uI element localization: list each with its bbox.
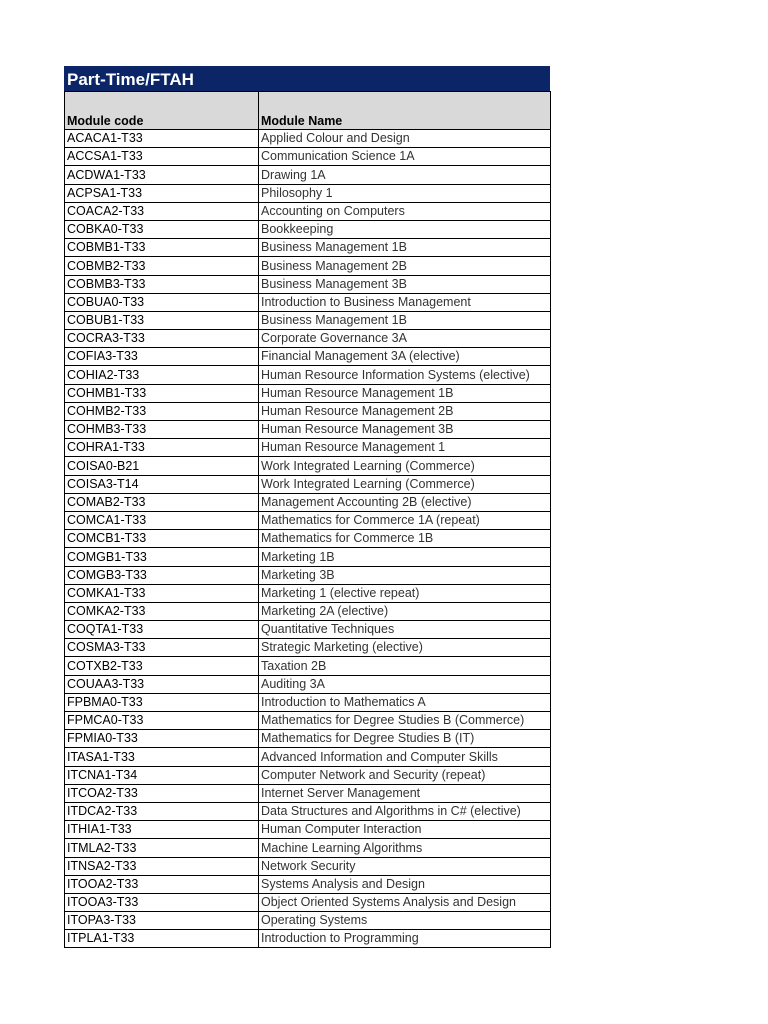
table-row (65, 857, 551, 875)
module-code-cell[interactable]: COHMB1-T33 (65, 384, 259, 402)
table-row (65, 639, 551, 657)
module-code-cell[interactable]: COBMB3-T33 (65, 275, 259, 293)
table-row (65, 675, 551, 693)
module-code-cell[interactable]: COMAB2-T33 (65, 493, 259, 511)
module-code-cell[interactable]: COHMB3-T33 (65, 421, 259, 439)
module-code-cell[interactable]: ITOOA3-T33 (65, 893, 259, 911)
module-code-cell[interactable]: ACDWA1-T33 (65, 166, 259, 184)
module-name-cell[interactable]: Mathematics for Commerce 1B (259, 530, 551, 548)
module-code-cell[interactable]: COACA2-T33 (65, 202, 259, 220)
module-name-cell[interactable]: Network Security (259, 857, 551, 875)
table-row (65, 875, 551, 893)
module-name-cell[interactable]: Internet Server Management (259, 784, 551, 802)
module-name-cell[interactable]: Drawing 1A (259, 166, 551, 184)
module-name-cell[interactable]: Marketing 1 (elective repeat) (259, 584, 551, 602)
table-row (65, 257, 551, 275)
table-row (65, 712, 551, 730)
module-code-cell[interactable]: ITDCA2-T33 (65, 802, 259, 820)
module-name-cell[interactable]: Bookkeeping (259, 220, 551, 238)
module-name-cell[interactable]: Mathematics for Commerce 1A (repeat) (259, 511, 551, 529)
table-body (65, 130, 551, 948)
module-name-cell[interactable]: Quantitative Techniques (259, 621, 551, 639)
module-name-cell[interactable]: Human Resource Management 1B (259, 384, 551, 402)
header-row (65, 92, 551, 130)
module-code-cell[interactable]: COBUA0-T33 (65, 293, 259, 311)
module-name-cell[interactable]: Marketing 3B (259, 566, 551, 584)
module-name-cell[interactable]: Machine Learning Algorithms (259, 839, 551, 857)
module-code-cell[interactable]: COCRA3-T33 (65, 330, 259, 348)
module-name-cell[interactable]: Auditing 3A (259, 675, 551, 693)
module-code-cell[interactable]: COQTA1-T33 (65, 621, 259, 639)
table-row (65, 421, 551, 439)
module-name-cell[interactable]: Marketing 2A (elective) (259, 602, 551, 620)
module-name-cell[interactable]: Applied Colour and Design (259, 130, 551, 148)
module-name-cell[interactable]: Data Structures and Algorithms in C# (elective) (259, 802, 551, 820)
module-code-cell[interactable]: FPMIA0-T33 (65, 730, 259, 748)
spreadsheet (64, 66, 550, 948)
module-code-cell[interactable]: COSMA3-T33 (65, 639, 259, 657)
module-code-cell[interactable]: COTXB2-T33 (65, 657, 259, 675)
module-name-cell[interactable]: Financial Management 3A (elective) (259, 348, 551, 366)
table-row (65, 821, 551, 839)
module-code-cell[interactable]: FPBMA0-T33 (65, 693, 259, 711)
module-name-cell[interactable]: Object Oriented Systems Analysis and Design (259, 893, 551, 911)
module-code-cell[interactable]: ITOPA3-T33 (65, 912, 259, 930)
table-row (65, 730, 551, 748)
table-row (65, 621, 551, 639)
table-row (65, 202, 551, 220)
table-row (65, 475, 551, 493)
module-name-cell[interactable]: Introduction to Mathematics A (259, 693, 551, 711)
table-row (65, 166, 551, 184)
table-row (65, 584, 551, 602)
module-code-cell[interactable]: COISA3-T14 (65, 475, 259, 493)
module-code-cell[interactable]: ACACA1-T33 (65, 130, 259, 148)
module-name-cell[interactable]: Human Computer Interaction (259, 821, 551, 839)
module-code-cell[interactable]: ITNSA2-T33 (65, 857, 259, 875)
module-name-cell[interactable]: Human Resource Management 2B (259, 402, 551, 420)
module-name-cell[interactable]: Advanced Information and Computer Skills (259, 748, 551, 766)
module-code-cell[interactable]: COHIA2-T33 (65, 366, 259, 384)
module-code-cell[interactable]: COFIA3-T33 (65, 348, 259, 366)
module-code-cell[interactable]: COMGB3-T33 (65, 566, 259, 584)
module-code-cell[interactable]: COMCB1-T33 (65, 530, 259, 548)
module-name-cell[interactable]: Communication Science 1A (259, 148, 551, 166)
module-code-cell[interactable]: ITHIA1-T33 (65, 821, 259, 839)
module-name-cell[interactable]: Human Resource Management 3B (259, 421, 551, 439)
table-row (65, 130, 551, 148)
table-row (65, 766, 551, 784)
module-name-cell[interactable]: Taxation 2B (259, 657, 551, 675)
module-name-cell[interactable]: Business Management 1B (259, 239, 551, 257)
module-name-cell[interactable]: Computer Network and Security (repeat) (259, 766, 551, 784)
table-row (65, 439, 551, 457)
table-row (65, 566, 551, 584)
module-name-cell[interactable]: Business Management 1B (259, 311, 551, 329)
module-name-cell[interactable]: Introduction to Business Management (259, 293, 551, 311)
table-row (65, 912, 551, 930)
table-row (65, 275, 551, 293)
table-row (65, 402, 551, 420)
module-code-cell[interactable]: COHRA1-T33 (65, 439, 259, 457)
table-row (65, 348, 551, 366)
module-name-cell[interactable]: Management Accounting 2B (elective) (259, 493, 551, 511)
module-code-cell[interactable]: ITCOA2-T33 (65, 784, 259, 802)
module-code-cell[interactable]: COBUB1-T33 (65, 311, 259, 329)
module-name-cell[interactable]: Corporate Governance 3A (259, 330, 551, 348)
table-row (65, 511, 551, 529)
module-name-cell[interactable]: Strategic Marketing (elective) (259, 639, 551, 657)
module-code-cell[interactable]: COBMB2-T33 (65, 257, 259, 275)
table-row (65, 184, 551, 202)
table-row (65, 530, 551, 548)
table-row (65, 239, 551, 257)
module-name-cell[interactable]: Mathematics for Degree Studies B (IT) (259, 730, 551, 748)
module-name-cell[interactable]: Mathematics for Degree Studies B (Commerce) (259, 712, 551, 730)
module-name-cell[interactable]: Operating Systems (259, 912, 551, 930)
table-row (65, 784, 551, 802)
table-row (65, 893, 551, 911)
module-name-cell[interactable]: Introduction to Programming (259, 930, 551, 948)
table-row (65, 330, 551, 348)
module-name-cell[interactable]: Work Integrated Learning (Commerce) (259, 457, 551, 475)
header-module-name[interactable]: Module Name (259, 92, 551, 130)
module-code-cell[interactable]: COISA0-B21 (65, 457, 259, 475)
table-row (65, 493, 551, 511)
module-table (64, 91, 551, 948)
module-code-cell[interactable]: ACCSA1-T33 (65, 148, 259, 166)
table-row (65, 311, 551, 329)
header-module-code[interactable]: Module code (65, 92, 259, 130)
module-name-cell[interactable]: Marketing 1B (259, 548, 551, 566)
module-code-cell[interactable]: FPMCA0-T33 (65, 712, 259, 730)
table-row (65, 366, 551, 384)
module-code-cell[interactable]: COMKA1-T33 (65, 584, 259, 602)
table-row (65, 293, 551, 311)
module-code-cell[interactable]: COMKA2-T33 (65, 602, 259, 620)
module-code-cell[interactable]: ITCNA1-T34 (65, 766, 259, 784)
module-code-cell[interactable]: ITASA1-T33 (65, 748, 259, 766)
module-name-cell[interactable]: Accounting on Computers (259, 202, 551, 220)
table-row (65, 548, 551, 566)
table-row (65, 602, 551, 620)
module-code-cell[interactable]: COUAA3-T33 (65, 675, 259, 693)
module-name-cell[interactable]: Work Integrated Learning (Commerce) (259, 475, 551, 493)
table-row (65, 802, 551, 820)
sheet-title[interactable]: Part-Time/FTAH (64, 66, 550, 91)
table-row (65, 384, 551, 402)
module-code-cell[interactable]: COHMB2-T33 (65, 402, 259, 420)
table-row (65, 930, 551, 948)
module-code-cell[interactable]: ACPSA1-T33 (65, 184, 259, 202)
table-row (65, 220, 551, 238)
module-name-cell[interactable]: Business Management 3B (259, 275, 551, 293)
module-code-cell[interactable]: COMGB1-T33 (65, 548, 259, 566)
module-name-cell[interactable]: Human Resource Information Systems (elective) (259, 366, 551, 384)
module-name-cell[interactable]: Business Management 2B (259, 257, 551, 275)
module-code-cell[interactable]: COBKA0-T33 (65, 220, 259, 238)
table-row (65, 148, 551, 166)
table-row (65, 748, 551, 766)
module-code-cell[interactable]: COBMB1-T33 (65, 239, 259, 257)
table-row (65, 839, 551, 857)
table-row (65, 457, 551, 475)
module-code-cell[interactable]: ITOOA2-T33 (65, 875, 259, 893)
table-row (65, 693, 551, 711)
module-code-cell[interactable]: ITMLA2-T33 (65, 839, 259, 857)
table-row (65, 657, 551, 675)
module-name-cell[interactable]: Philosophy 1 (259, 184, 551, 202)
module-code-cell[interactable]: COMCA1-T33 (65, 511, 259, 529)
module-name-cell[interactable]: Human Resource Management 1 (259, 439, 551, 457)
module-name-cell[interactable]: Systems Analysis and Design (259, 875, 551, 893)
module-code-cell[interactable]: ITPLA1-T33 (65, 930, 259, 948)
